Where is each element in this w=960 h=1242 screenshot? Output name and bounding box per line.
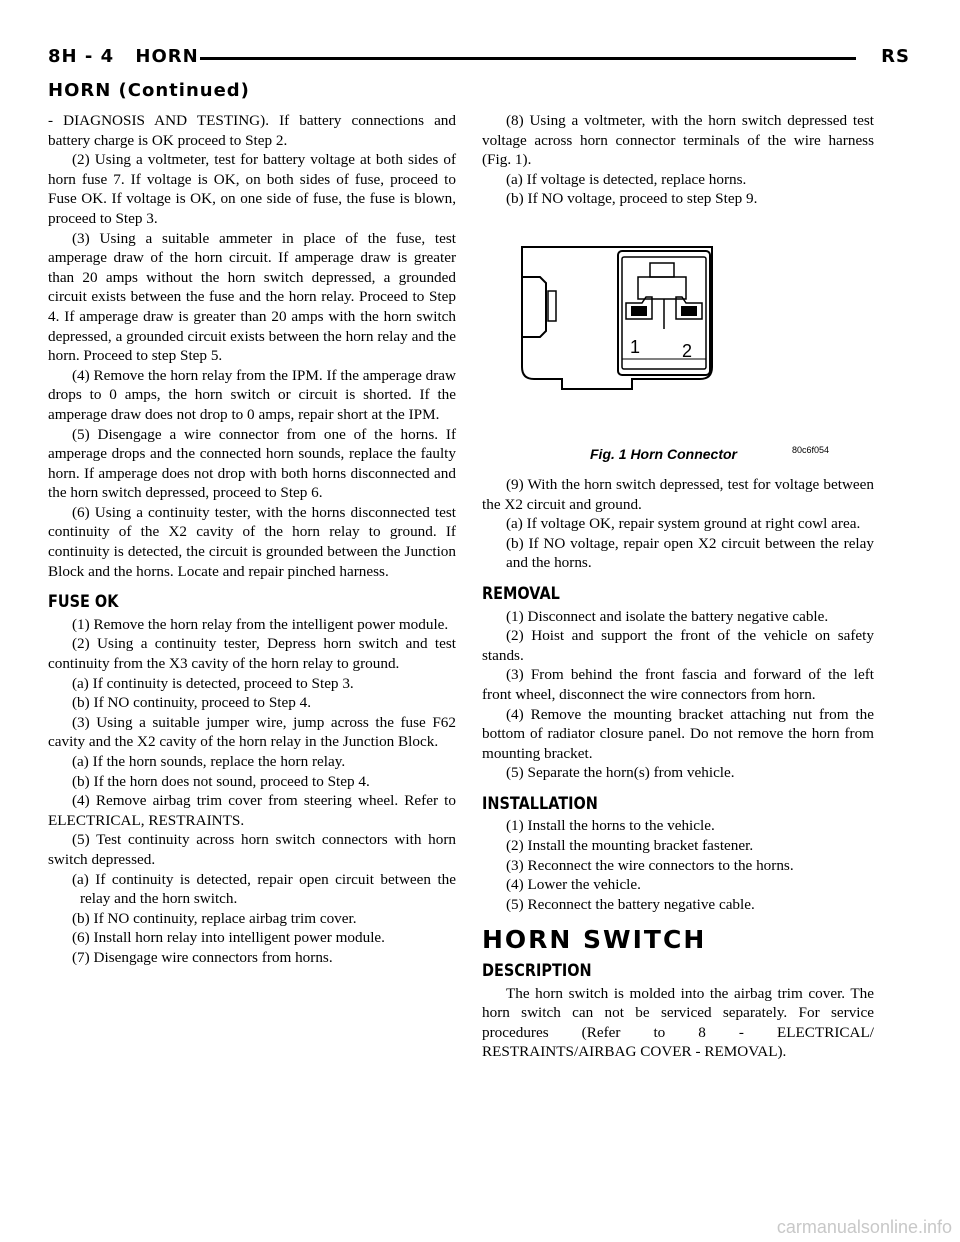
left-column [48,111,456,968]
section-code: RS [881,46,910,67]
header-left [48,46,213,67]
install-step-4: (4) Lower the vehicle. [506,876,641,894]
description-heading: DESCRIPTION [482,961,592,982]
right-column [482,111,874,1062]
fuse-step-2: (2) Using a continuity tester, Depress horn switch and test continuity from the X3 cavity of the horn relay to ground. [48,635,456,673]
removal-heading: REMOVAL [482,583,560,604]
fuse-ok-heading: FUSE OK [48,592,119,613]
figure-caption: Fig. 1 Horn Connector [590,445,737,462]
removal-step-1: (1) Disconnect and isolate the battery negative cable. [506,607,829,625]
fuse-step-6: (6) Install horn relay into intelligent power module. [72,929,385,947]
fuse-step-1: (1) Remove the horn relay from the intelligent power module. [72,615,449,633]
watermark: carmanualsonline.info [776,1217,952,1237]
install-step-3: (3) Reconnect the wire connectors to the horns. [506,856,794,874]
fuse-step-5a: (a) If continuity is detected, repair open circuit between the relay and the horn switch. [72,870,456,908]
step-9: (9) With the horn switch depressed, test for voltage between the X2 circuit and ground. [482,475,874,513]
description-text: The horn switch is molded into the airbag trim cover. The horn switch can not be serviced separately. For service procedures (Refer to 8 - ELECTRICAL/ RESTRAINTS/AIRBAG COVER - REMOVAL). [482,984,874,1061]
step-4: (4) Remove the horn relay from the IPM. If the amperage draw drops to 0 amps, the horn switch or circuit is shorted. If the amperage draw does not drop to 0 amps, repair short at the IPM. [48,366,456,423]
step-5: (5) Disengage a wire connector from one of the horns. If amperage drops and the connected horn sounds, replace the faulty horn. If amperage does not drop with both horns disconnected and the horn switch depressed, proceed to Step 6. [48,425,456,502]
figure-code: 80c6f054 [792,444,830,455]
removal-step-3: (3) From behind the front fascia and forward of the left front wheel, disconnect the wire connectors from horn. [482,666,874,703]
step-8b: (b) If NO voltage, proceed to step Step 9. [506,190,758,208]
continued-heading: HORN (Continued) [48,80,250,101]
fuse-step-3: (3) Using a suitable jumper wire, jump across the fuse F62 cavity and the X2 cavity of the horn relay in the Junction Block. [48,713,456,751]
fuse-step-5: (5) Test continuity across horn switch connectors with horn switch depressed. [48,831,456,868]
section-title: HORN [135,46,199,67]
step-2: (2) Using a voltmeter, test for battery voltage at both sides of horn fuse 7. If voltage is OK, on both sides of fuse, proceed to Fuse OK. If voltage is OK, on one side of fuse, the fuse is blown, proceed to Step 3. [48,151,456,227]
removal-step-2: (2) Hoist and support the front of the vehicle on safety stands. [482,627,874,664]
fuse-step-2a: (a) If continuity is detected, proceed to Step 3. [72,674,354,692]
step-3: (3) Using a suitable ammeter in place of the fuse, test amperage draw of the horn circuit. If amperage draw is greater than 20 amps without the horn switch depressed, a grounded circuit exists between the fuse and the horn relay. Proceed to Step 4. If amperage draw is greater than 20 amps with the horn switch depressed, a grounded circuit exists between the horn relay and the horn. Proceed to step Step 5. [48,229,456,365]
step-9b: (b) If NO voltage, repair open X2 circuit between the relay and the horns. [506,534,874,572]
page-header [48,46,910,74]
horn-connector-illustration [482,219,874,471]
pin-1-label: 1 [630,336,641,357]
step-8a: (a) If voltage is detected, replace horns. [506,170,747,188]
install-step-1: (1) Install the horns to the vehicle. [506,817,715,835]
step-8: (8) Using a voltmeter, with the horn switch depressed test voltage across horn connector terminals of the wire harness (Fig. 1). [482,112,874,169]
removal-step-5: (5) Separate the horn(s) from vehicle. [506,764,735,782]
fuse-step-5b: (b) If NO continuity, replace airbag trim cover. [72,909,357,927]
install-step-2: (2) Install the mounting bracket fastener. [506,837,754,855]
horn-switch-heading: HORN SWITCH [482,925,707,955]
page-number: 8H - 4 [48,46,115,67]
removal-step-4: (4) Remove the mounting bracket attaching nut from the bottom of radiator closure panel. Do not remove the horn from mounting bracket. [482,705,874,762]
paragraph: - DIAGNOSIS AND TESTING). If battery connections and battery charge is OK proceed to Step 2. [48,112,456,149]
step-6: (6) Using a continuity tester, with the horns disconnected test continuity of the X2 cavity of the horn relay to ground. If continuity is detected, the circuit is grounded between the Junction Block and the horns. Locate and repair pinched harness. [48,503,456,580]
fuse-step-4: (4) Remove airbag trim cover from steering wheel. Refer to ELECTRICAL, RESTRAINTS. [48,792,456,829]
pin-2-label: 2 [682,340,693,361]
installation-heading: INSTALLATION [482,793,598,814]
install-step-5: (5) Reconnect the battery negative cable. [506,895,755,913]
fuse-step-2b: (b) If NO continuity, proceed to Step 4. [72,694,312,712]
fuse-step-3a: (a) If the horn sounds, replace the horn relay. [72,753,346,770]
figure-horn-connector [482,219,874,471]
header-rule [200,57,856,60]
fuse-step-3b: (b) If the horn does not sound, proceed to Step 4. [72,772,370,790]
step-9a: (a) If voltage OK, repair system ground at right cowl area. [506,515,861,533]
fuse-step-7: (7) Disengage wire connectors from horns. [72,948,333,966]
